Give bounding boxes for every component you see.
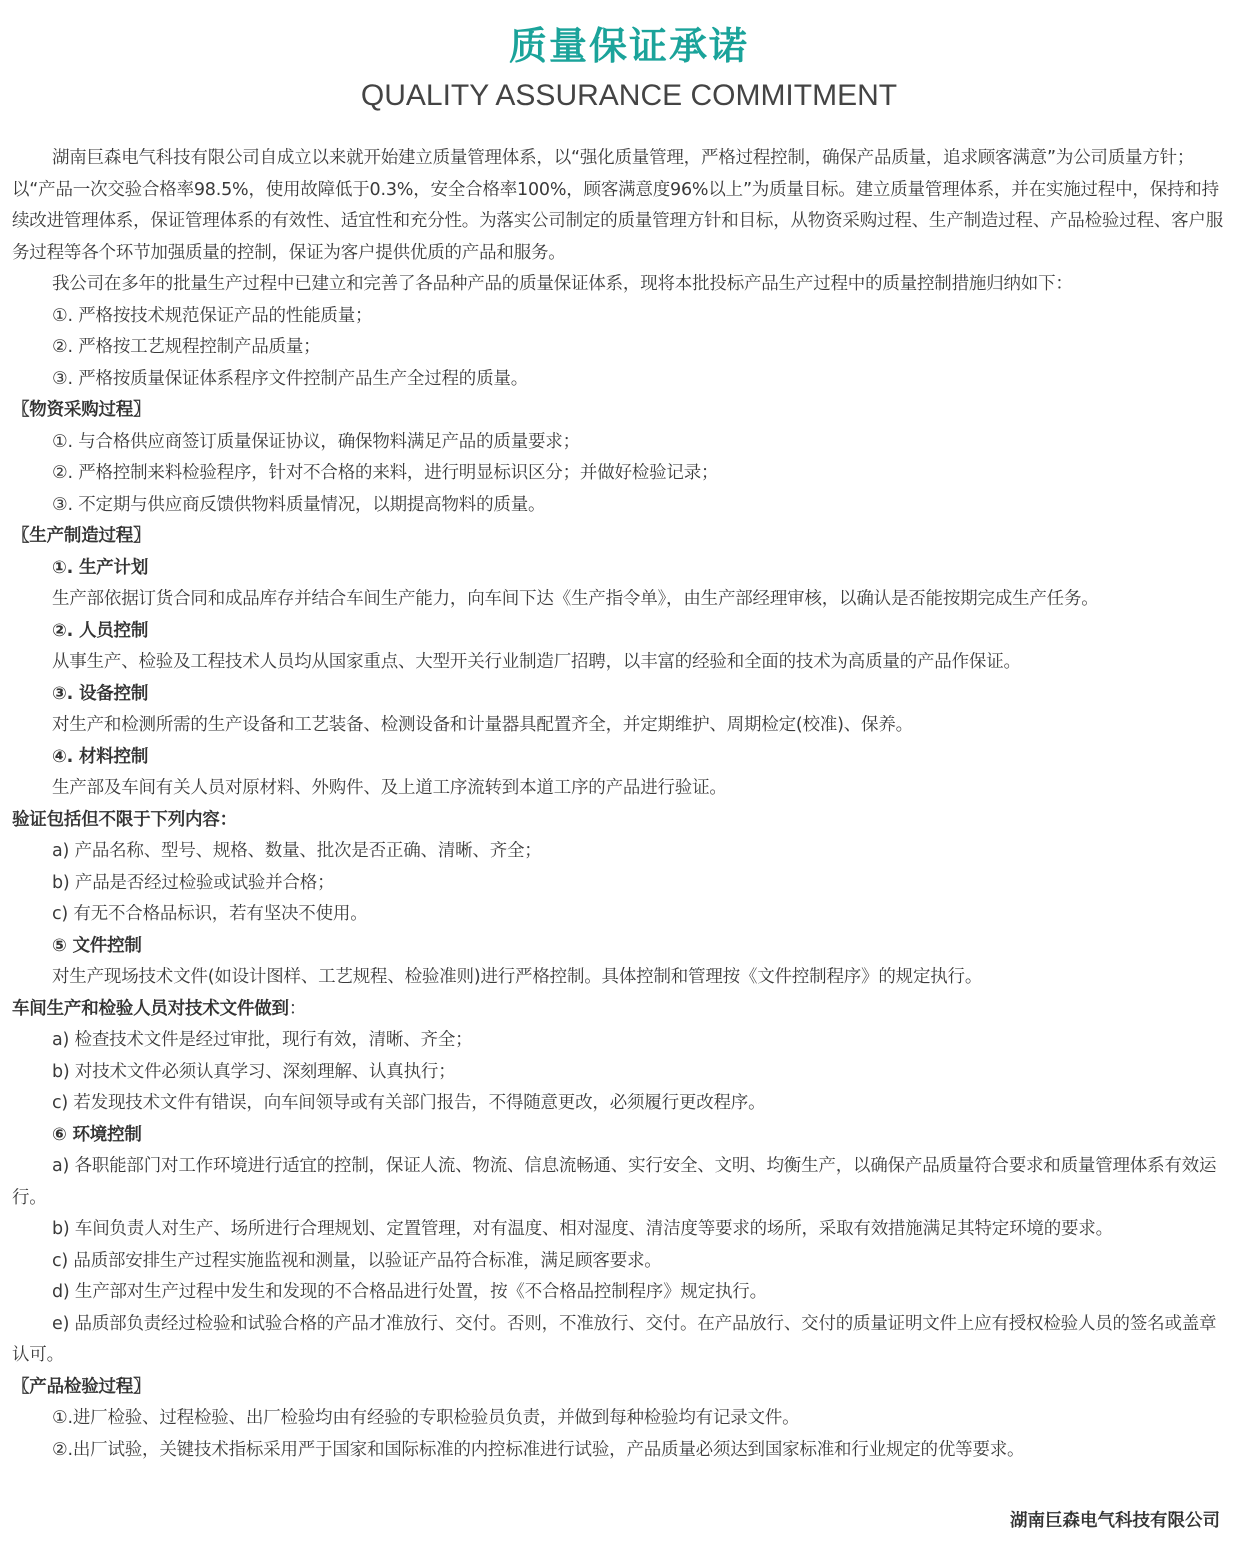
paragraph: 对生产和检测所需的生产设备和工艺装备、检测设备和计量器具配置齐全，并定期维护、周期检定(校准)、保养。 — [52, 715, 913, 735]
section-heading-inspection: 〖产品检验过程〗 — [12, 1376, 151, 1397]
list-item: b) 产品是否经过检验或试验并合格； — [52, 872, 335, 893]
list-item: d) 生产部对生产过程中发生和发现的不合格品进行处置，按《不合格品控制程序》规定执行。 — [52, 1282, 767, 1302]
document-body — [12, 143, 1227, 1466]
list-item: ③. 严格按质量保证体系程序文件控制产品生产全过程的质量。 — [52, 368, 529, 389]
list-item: a) 检查技术文件是经过审批，现行有效，清晰、齐全； — [52, 1030, 473, 1050]
paragraph: 生产部依据订货合同和成品库存并结合车间生产能力，向车间下达《生产指令单》，由生产部经理审核，以确认是否能按期完成生产任务。 — [52, 589, 1099, 609]
list-item: b) 对技术文件必须认真学习、深刻理解、认真执行； — [52, 1061, 456, 1082]
intro-paragraph: 湖南巨森电气科技有限公司自成立以来就开始建立质量管理体系，以“强化质量管理，严格过程控制，确保产品质量，追求顾客满意”为公司质量方针；以“产品一次交验合格率98.5%，使用故障低于0.3%，安全合格率100%，顾客满意度96%以上”为质量目标。建立质量管理体系，并在实施过程中，保持和持续改进管理体系，保证管理体系的有效性、适宜性和充分性。为落实公司制定的质量管理方针和目标，从物资采购过程、生产制造过程、产品检验过程、客户服务过程等各个环节加强质量的控制，保证为客户提供优质的产品和服务。 — [12, 148, 1223, 263]
list-item: c) 品质部安排生产过程实施监视和测量，以验证产品符合标准，满足顾客要求。 — [52, 1250, 662, 1271]
list-item: c) 有无不合格品标识，若有坚决不使用。 — [52, 904, 368, 924]
list-item: ①. 与合格供应商签订质量保证协议，确保物料满足产品的质量要求； — [52, 431, 580, 452]
list-item: ③. 不定期与供应商反馈供物料质量情况，以期提高物料的质量。 — [52, 494, 546, 515]
section-heading-manufacturing: 〖生产制造过程〗 — [12, 526, 151, 546]
page-title: 质量保证承诺 — [508, 24, 749, 68]
list-item: a) 各职能部门对工作环境进行适宜的控制，保证人流、物流、信息流畅通、实行安全、文明、均衡生产，以确保产品质量符合要求和质量管理体系有效运行。 — [12, 1156, 1217, 1208]
workshop-heading-colon: ： — [288, 998, 307, 1019]
list-item: ②. 严格按工艺规程控制产品质量； — [52, 337, 321, 357]
intro-paragraph: 我公司在多年的批量生产过程中已建立和完善了各品种产品的质量保证体系，现将本批投标产品生产过程中的质量控制措施归纳如下： — [52, 274, 1073, 294]
subsection-title: ③. 设备控制 — [52, 683, 149, 704]
list-item: b) 车间负责人对生产、场所进行合理规划、定置管理，对有温度、相对湿度、清洁度等要求的场所，采取有效措施满足其特定环境的要求。 — [52, 1219, 1113, 1239]
page-subtitle: QUALITY ASSURANCE COMMITMENT — [360, 79, 898, 112]
list-item: ①.进厂检验、过程检验、出厂检验均由有经验的专职检验员负责，并做到每种检验均有记录文件。 — [52, 1408, 800, 1428]
verify-heading: 验证包括但不限于下列内容： — [12, 809, 237, 830]
list-item: e) 品质部负责经过检验和试验合格的产品才准放行、交付。否则，不准放行、交付。在产品放行、交付的质量证明文件上应有授权检验人员的签名或盖章认可。 — [12, 1313, 1217, 1365]
list-item: c) 若发现技术文件有错误，向车间领导或有关部门报告，不得随意更改，必须履行更改程序。 — [52, 1093, 766, 1113]
subsection-title: ②. 人员控制 — [52, 620, 149, 641]
paragraph: 从事生产、检验及工程技术人员均从国家重点、大型开关行业制造厂招聘，以丰富的经验和全面的技术为高质量的产品作保证。 — [52, 652, 1021, 672]
paragraph: 对生产现场技术文件(如设计图样、工艺规程、检验准则)进行严格控制。具体控制和管理按《文件控制程序》的规定执行。 — [52, 967, 983, 987]
list-item: ②.出厂试验，关键技术指标采用严于国家和国际标准的内控标准进行试验，产品质量必须达到国家标准和行业规定的优等要求。 — [52, 1439, 1025, 1460]
workshop-heading-text: 车间生产和检验人员对技术文件做到 — [12, 998, 289, 1019]
paragraph: 生产部及车间有关人员对原材料、外购件、及上道工序流转到本道工序的产品进行验证。 — [52, 778, 727, 798]
section-heading-procurement: 〖物资采购过程〗 — [12, 400, 151, 420]
subsection-title: ⑤ 文件控制 — [52, 935, 142, 956]
subsection-title: ①. 生产计划 — [52, 557, 149, 578]
list-item: ①. 严格按技术规范保证产品的性能质量； — [52, 305, 373, 326]
company-signature: 湖南巨森电气科技有限公司 — [1010, 1511, 1220, 1531]
subsection-title: ④. 材料控制 — [52, 746, 149, 767]
subsection-title: ⑥ 环境控制 — [52, 1124, 142, 1145]
workshop-heading — [12, 994, 1227, 1026]
list-item: ②. 严格控制来料检验程序，针对不合格的来料，进行明显标识区分；并做好检验记录； — [52, 463, 719, 483]
list-item: a) 产品名称、型号、规格、数量、批次是否正确、清晰、齐全； — [52, 841, 542, 861]
